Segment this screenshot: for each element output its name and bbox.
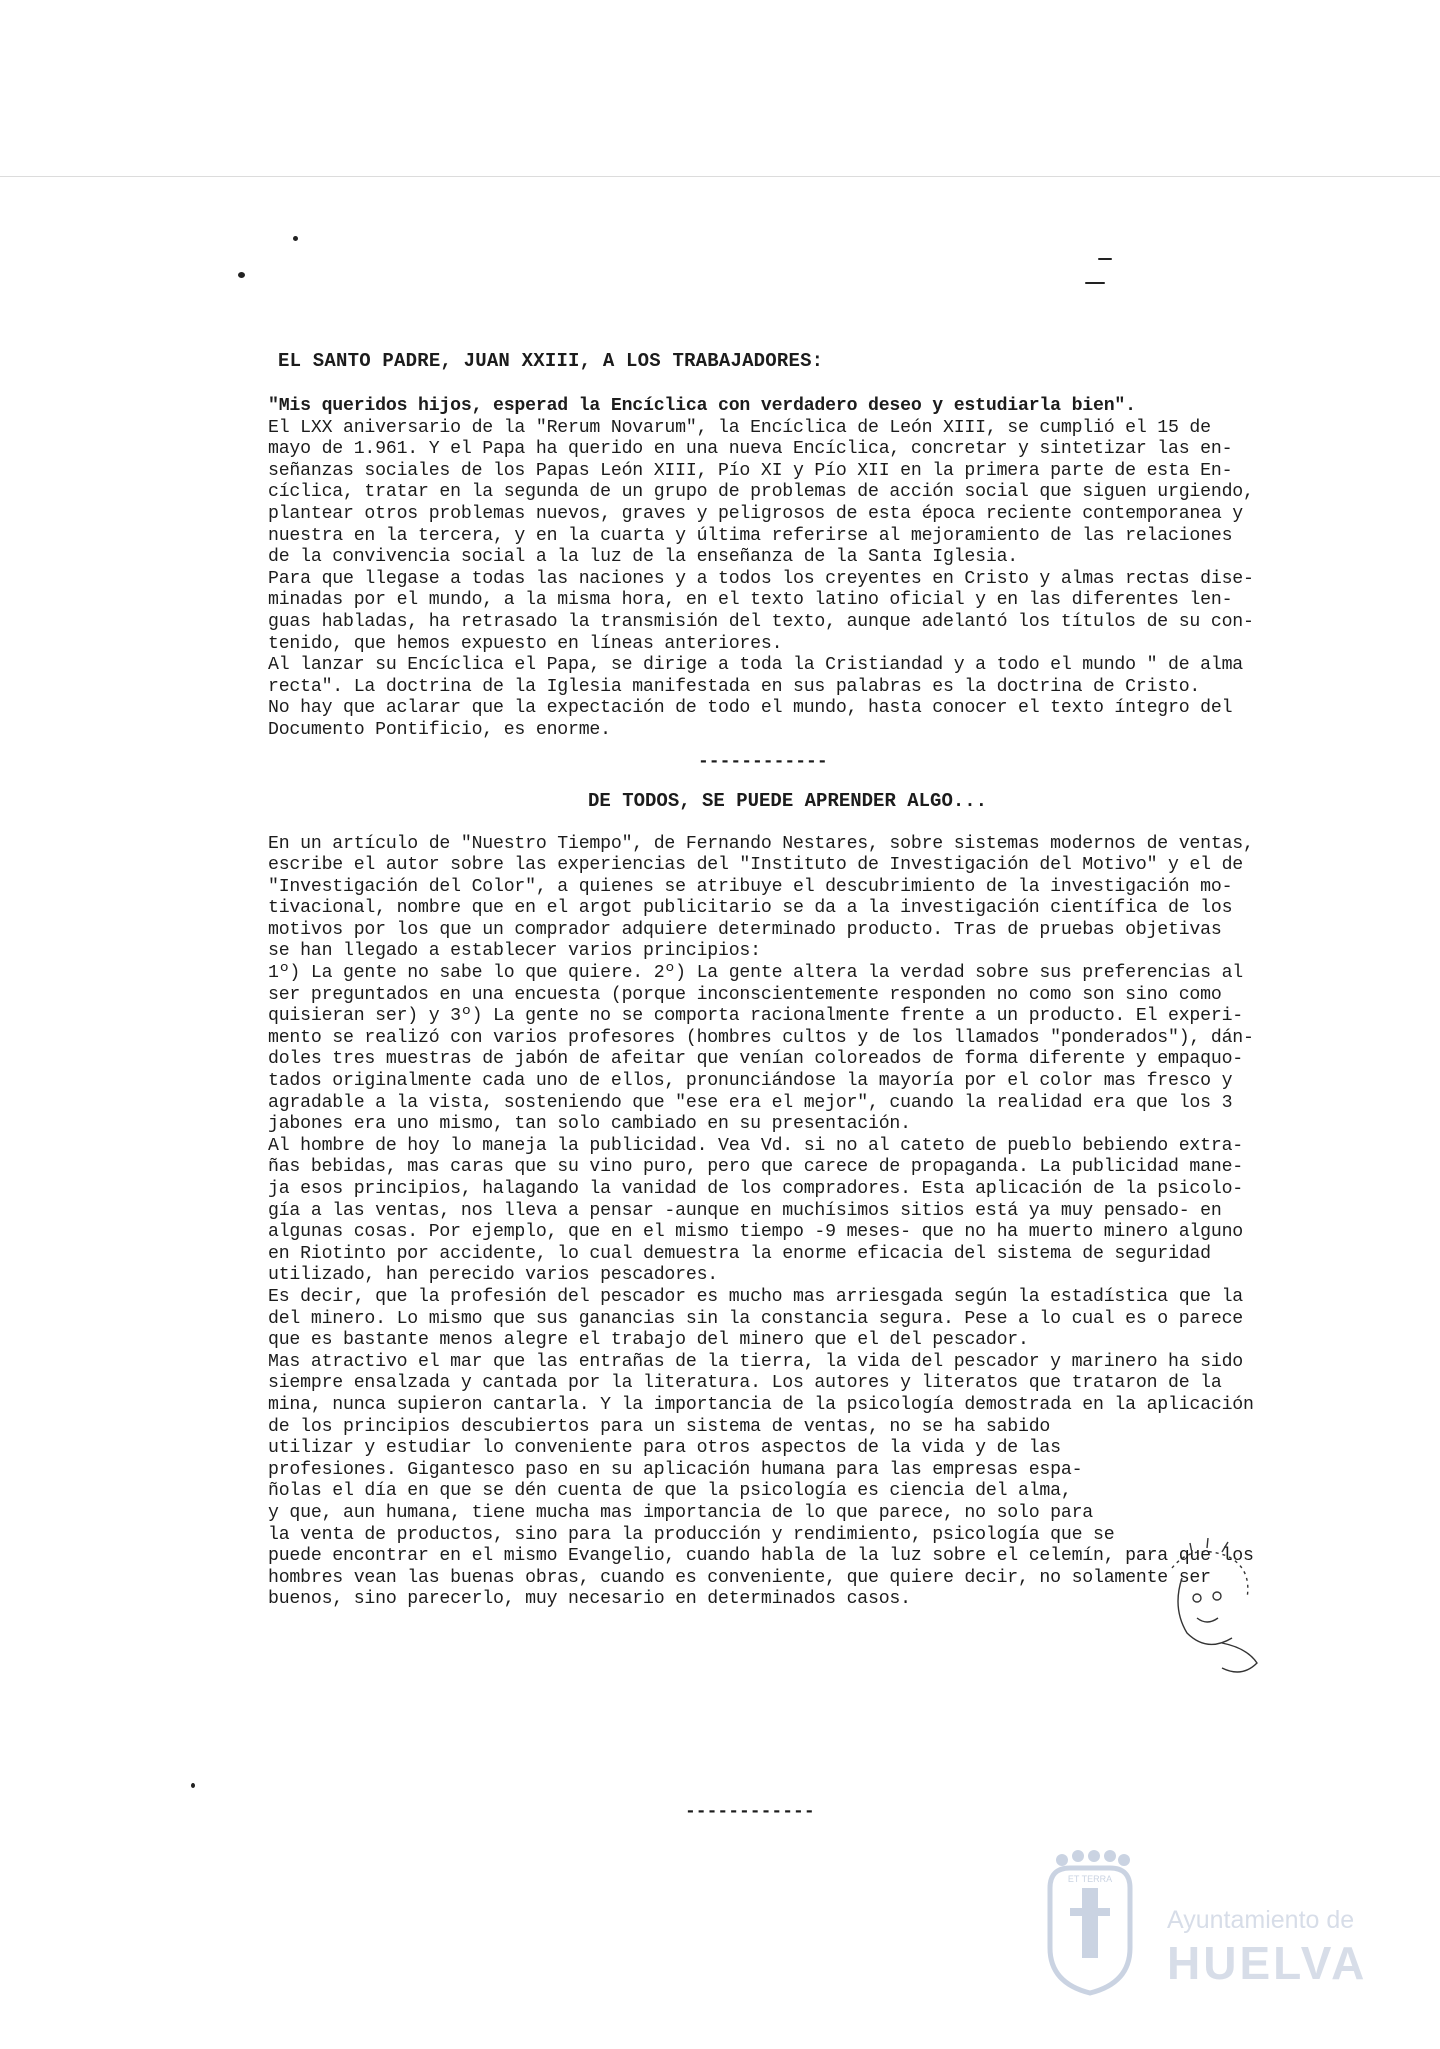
text-line: nuestra en la tercera, y en la cuarta y última referirse al mejoramiento de las relaciones: [268, 525, 1233, 546]
text-line: No hay que aclarar que la expectación de todo el mundo, hasta conocer el texto íntegro del: [268, 698, 1233, 719]
text-line: En un artículo de "Nuestro Tiempo", de Fernando Nestares, sobre sistemas modernos de ventas,: [268, 833, 1254, 854]
ink-speck: [1098, 258, 1112, 260]
text-line: Mas atractivo el mar que las entrañas de la tierra, la vida del pescador y marinero ha sido: [268, 1351, 1243, 1372]
letter-heading: EL SANTO PADRE, JUAN XXIII, A LOS TRABAJADORES:: [278, 350, 824, 372]
document-body: [268, 350, 1336, 1611]
text-line: tados originalmente cada uno de ellos, pronunciándose la mayoría por el color mas fresco y: [268, 1071, 1233, 1092]
section-divider: ------------: [698, 751, 828, 772]
text-line: mayo de 1.961. Y el Papa ha querido en una nueva Encíclica, concretar y sintetizar las en-: [268, 439, 1233, 460]
text-line: utilizar y estudiar lo conveniente para otros aspectos de la vida y de las: [268, 1438, 1061, 1459]
text-line: de la convivencia social a la luz de la enseñanza de la Santa Iglesia.: [268, 547, 1018, 568]
text-line: recta". La doctrina de la Iglesia manifestada en sus palabras es la doctrina de Cristo.: [268, 676, 1201, 697]
text-line: la venta de productos, sino para la producción y rendimiento, psicología que se: [268, 1524, 1115, 1545]
text-line: algunas cosas. Por ejemplo, que en el mismo tiempo -9 meses- que no ha muerto minero alguno: [268, 1222, 1243, 1243]
doodle-sketch-icon: [1152, 1538, 1272, 1688]
watermark-city: HUELVA: [1167, 1937, 1368, 1989]
text-line: Para que llegase a todas las naciones y a todos los creyentes en Cristo y almas rectas dise-: [268, 568, 1254, 589]
text-line: Al lanzar su Encíclica el Papa, se dirige a toda la Cristiandad y a todo el mundo " de alma: [268, 655, 1243, 676]
text-line: se han llegado a establecer varios principios:: [268, 941, 761, 962]
watermark-name: Ayuntamiento de: [1167, 1906, 1355, 1934]
ink-speck: [1085, 282, 1105, 284]
article-heading: DE TODOS, SE PUEDE APRENDER ALGO...: [588, 789, 988, 812]
text-line: cíclica, tratar en la segunda de un grupo de problemas de acción social que siguen urgiendo,: [268, 482, 1254, 503]
ink-speck: [238, 272, 245, 278]
text-line: ser preguntados en una encuesta (porque inconscientemente responden no como son sino como: [268, 984, 1222, 1005]
text-line: mento se realizó con varios profesores (hombres cultos y de los llamados "ponderados"), dán-: [268, 1027, 1254, 1048]
text-line: guas habladas, ha retrasado la transmisión del texto, aunque adelantó los títulos de su con-: [268, 611, 1254, 632]
letter-paragraph: [268, 396, 1336, 742]
text-line: gía a las ventas, nos lleva a pensar -aunque en muchísimos sitios está ya muy pensado- en: [268, 1200, 1222, 1221]
text-line: Documento Pontificio, es enorme.: [268, 719, 611, 740]
text-line: de los principios descubiertos para un sistema de ventas, no se ha sabido: [268, 1416, 1051, 1437]
svg-text:ET TERRA: ET TERRA: [1067, 1874, 1113, 1884]
text-line: tenido, que hemos expuesto en líneas anteriores.: [268, 633, 783, 654]
text-line: buenos, sino parecerlo, muy necesario en determinados casos.: [268, 1589, 911, 1610]
text-line: doles tres muestras de jabón de afeitar que venían coloreados de forma diferente y empaquo-: [268, 1049, 1243, 1070]
text-line: hombres vean las buenas obras, cuando es conveniente, que quiere decir, no solamente ser: [268, 1567, 1211, 1588]
text-line: señanzas sociales de los Papas León XIII, Pío XI y Pío XII en la primera parte de esta En-: [268, 460, 1233, 481]
text-line: 1º) La gente no sabe lo que quiere. 2º) La gente altera la verdad sobre sus preferencias al: [268, 963, 1243, 984]
text-line: El LXX aniversario de la "Rerum Novarum", la Encíclica de León XIII, se cumplió el 15 de: [268, 417, 1211, 438]
ink-speck: [191, 1783, 195, 1788]
text-line: minadas por el mundo, a la misma hora, en el texto latino oficial y en las diferentes len-: [268, 590, 1233, 611]
text-line: "Investigación del Color", a quienes se atribuye el descubrimiento de la investigación mo-: [268, 876, 1233, 897]
shield-icon: [1030, 1848, 1150, 1998]
text-line: escribe el autor sobre las experiencias del "Instituto de Investigación del Motivo" y el de: [268, 855, 1243, 876]
text-line: ja esos principios, halagando la vanidad de los compradores. Esta aplicación de la psicolo-: [268, 1179, 1243, 1199]
watermark-logo: [1030, 1848, 1370, 1998]
text-line: del minero. Lo mismo que sus ganancias sin la constancia segura. Pese a lo cual es o parece: [268, 1308, 1243, 1329]
text-line: plantear otros problemas nuevos, graves y peligrosos de esta época reciente contemporanea y: [268, 503, 1243, 524]
closing-divider: ------------: [685, 1802, 815, 1822]
text-line: en Riotinto por accidente, lo cual demuestra la enorme eficacia del sistema de seguridad: [268, 1243, 1211, 1264]
text-line: Al hombre de hoy lo maneja la publicidad. Vea Vd. si no al cateto de pueblo bebiendo extra-: [268, 1135, 1243, 1156]
text-line: siempre ensalzada y cantada por la literatura. Los autores y literatos que trataron de la: [268, 1373, 1222, 1394]
text-line: quisieran ser) y 3º) La gente no se comporta racionalmente frente a un producto. El experi-: [268, 1006, 1243, 1027]
text-line: mina, nunca supieron cantarla. Y la importancia de la psicología demostrada en la aplicación: [268, 1394, 1254, 1415]
text-line: ñas bebidas, mas caras que su vino puro, pero que carece de propaganda. La publicidad mane-: [268, 1157, 1243, 1178]
text-line: motivos por los que un comprador adquiere determinado producto. Tras de pruebas objetivas: [268, 919, 1222, 940]
text-line: y que, aun humana, tiene mucha mas importancia de lo que parece, no solo para: [268, 1502, 1093, 1523]
text-line: tivacional, nombre que en el argot publicitario se da a la investigación científica de los: [268, 898, 1233, 919]
ink-speck: [293, 236, 298, 241]
text-line: "Mis queridos hijos, esperad la Encíclica con verdadero deseo y estudiarla bien".: [268, 396, 1136, 416]
text-line: agradable a la vista, sosteniendo que "ese era el mejor", cuando la realidad era que los 3: [268, 1092, 1233, 1113]
text-line: jabones era uno mismo, tan solo cambiado en su presentación.: [268, 1114, 911, 1135]
text-line: ñolas el día en que se dén cuenta de que la psicología es ciencia del alma,: [268, 1481, 1072, 1502]
text-line: profesiones. Gigantesco paso en su aplicación humana para las empresas espa-: [268, 1459, 1083, 1480]
text-line: utilizado, han perecido varios pescadores.: [268, 1265, 718, 1286]
text-line: Es decir, que la profesión del pescador es mucho mas arriesgada según la estadística que la: [268, 1286, 1243, 1307]
text-line: puede encontrar en el mismo Evangelio, cuando habla de la luz sobre el celemín, para que los: [268, 1546, 1254, 1567]
article-paragraph: [268, 834, 1336, 1611]
text-line: que es bastante menos alegre el trabajo del minero que el del pescador.: [268, 1330, 1029, 1351]
